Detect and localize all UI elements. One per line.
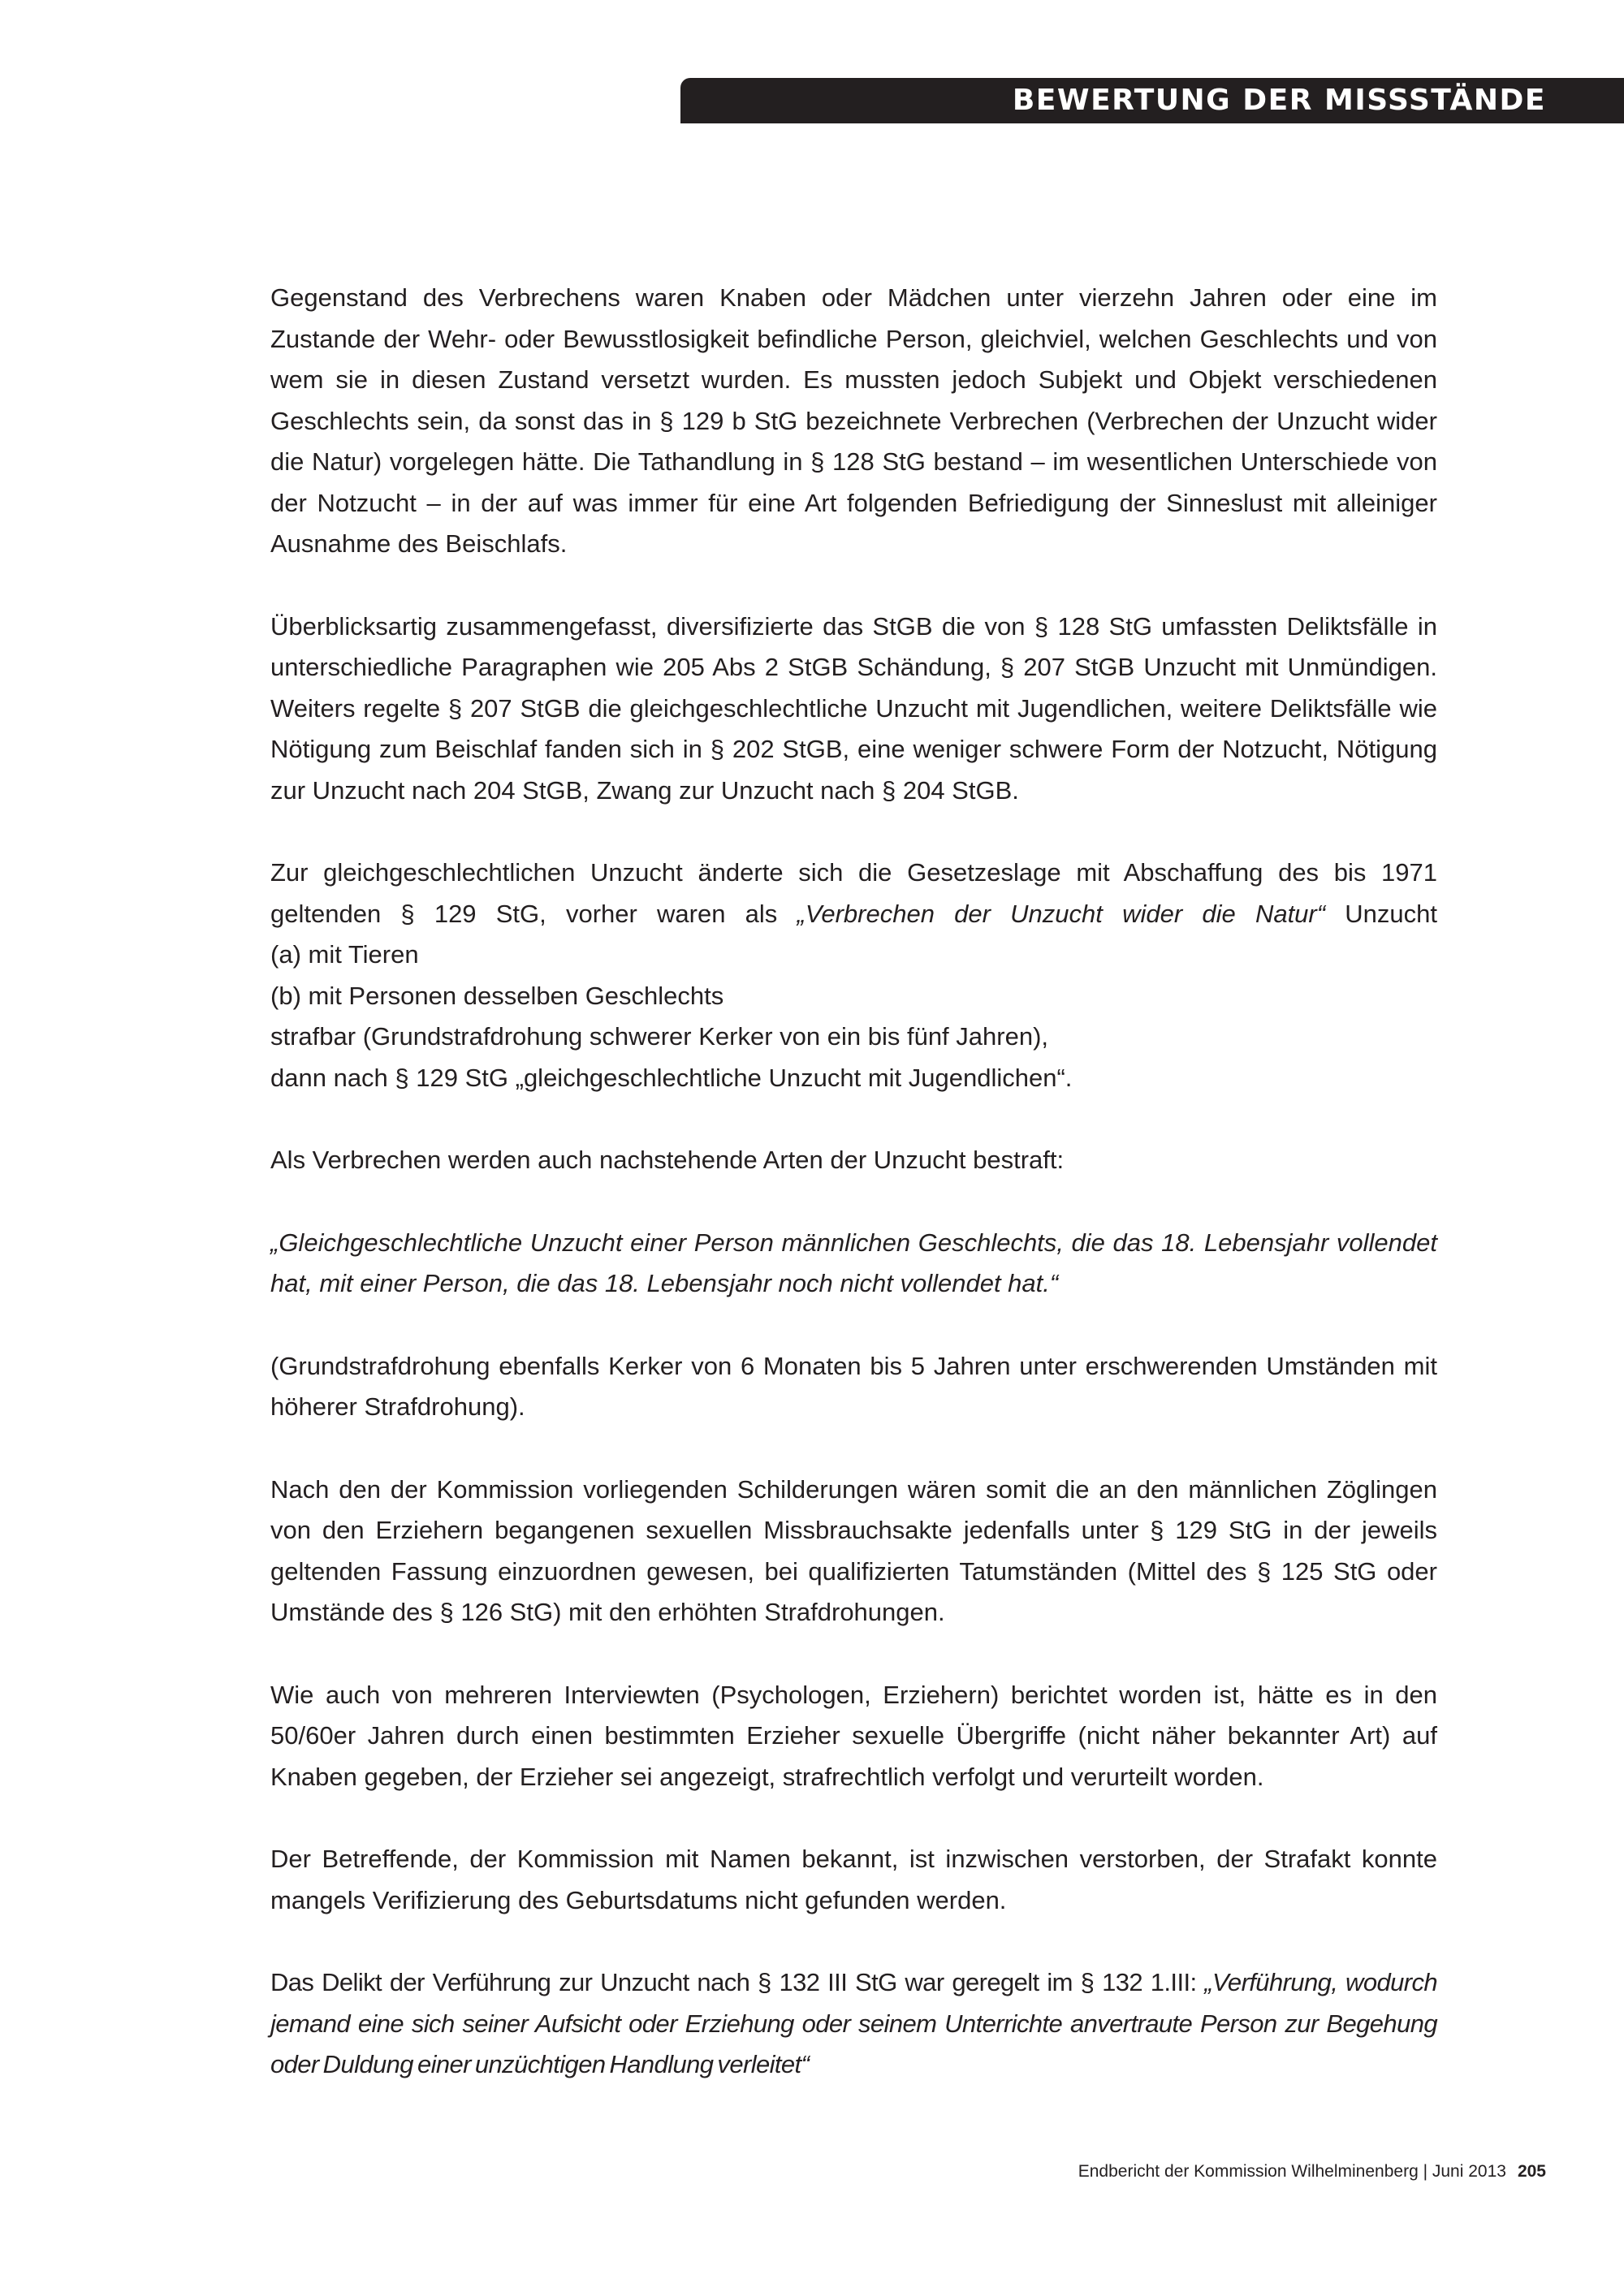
paragraph-6: (Grundstrafdrohung ebenfalls Kerker von 6 Monaten bis 5 Jahren unter erschwerenden Umständen mit höherer Strafdrohung).: [270, 1351, 1437, 1421]
footer-text: Endbericht der Kommission Wilhelminenberg | Juni 2013: [1078, 2162, 1506, 2181]
list-item-a: (a) mit Tieren: [270, 940, 419, 969]
paragraph-9: Der Betreffende, der Kommission mit Namen bekannt, ist inzwischen verstorben, der Strafakt konnte mangels Verifizierung des Geburtsdatums nicht gefunden werden.: [270, 1845, 1437, 1914]
main-text: [270, 278, 1437, 2127]
paragraph-4: Als Verbrechen werden auch nachstehende Arten der Unzucht bestraft:: [270, 1146, 1065, 1174]
paragraph-2: Überblicksartig zusammengefasst, diversifizierte das StGB die von § 128 StG umfassten Deliktsfälle in unterschiedliche Paragraphen wie 205 Abs 2 StGB Schändung, § 207 StGB Unzucht mit Unmündigen. Weiters regelte § 207 StGB die gleichgeschlechtliche Unzucht mit Jugendlichen, weitere Deliktsfälle wie Nötigung zum Beischlaf fanden sich in § 202 StGB, eine weniger schwere Form der Notzucht, Nötigung zur Unzucht nach 204 StGB, Zwang zur Unzucht nach § 204 StGB.: [270, 611, 1437, 805]
paragraph-3-lines-1-2: [270, 852, 1437, 934]
page-number: 205: [1517, 2162, 1546, 2181]
paragraph-3-dann: dann nach § 129 StG „gleichgeschlechtliche Unzucht mit Jugendlichen“.: [270, 1063, 1073, 1092]
paragraph-7: Nach den der Kommission vorliegenden Schilderungen wären somit die an den männlichen Zöglingen von den Erziehern begangenen sexuellen Missbrauchsakte jedenfalls unter § 129 StG in der jeweils geltenden Fassung einzuordnen gewesen, bei qualifizierten Tatumständen (Mittel des § 125 StG oder Umstände des § 126 StG) mit den erhöhten Strafdrohungen.: [270, 1474, 1437, 1626]
section-header-bar: [680, 78, 1624, 123]
paragraph-3: [270, 852, 1437, 1098]
paragraph-10-italic: „Verführung, wodurch jemand eine sich seiner Aufsicht oder Erziehung oder seinem Unterrichte anvertraute Person zur Begehung oder Duldung einer unzüchtigen Handlung verleitet“: [270, 1968, 1438, 2078]
paragraph-8: Wie auch von mehreren Interviewten (Psychologen, Erziehern) berichtet worden ist, hätte es in den 50/60er Jahren durch einen bestimmten Erzieher sexuelle Übergriffe (nicht näher bekannter Art) auf Knaben gegeben, der Erzieher sei angezeigt, strafrechtlich verfolgt und verurteilt worden.: [270, 1680, 1437, 1791]
quote-text: „Gleichgeschlechtliche Unzucht einer Person männlichen Geschlechts, die das 18. Lebensjahr vollendet hat, mit einer Person, die das 18. Lebensjahr noch nicht vollendet hat.“: [270, 1228, 1437, 1297]
paragraph-3-italic: „Verbrechen der Unzucht wider die Natur“: [797, 899, 1326, 928]
list-item-b: (b) mit Personen desselben Geschlechts: [270, 981, 724, 1010]
paragraph-3-strafbar: strafbar (Grundstrafdrohung schwerer Kerker von ein bis fünf Jahren),: [270, 1022, 1049, 1051]
paragraph-3-intro: Zur gleichgeschlechtlichen Unzucht änderte sich die Gesetzeslage mit Abschaffung des bis 1971 geltenden § 129 StG, vorher waren als: [270, 858, 1437, 928]
paragraph-1: Gegenstand des Verbrechens waren Knaben oder Mädchen unter vierzehn Jahren oder eine im Zustande der Wehr- oder Bewusstlosigkeit befindliche Person, gleichviel, welchen Geschlechts und von wem sie in diesen Zustand versetzt wurden. Es mussten jedoch Subjekt und Objekt verschiedenen Geschlechts sein, da sonst das in § 129 b StG bezeichnete Verbrechen (Verbrechen der Unzucht wider die Natur) vorgelegen hätte. Die Tathandlung in § 128 StG bestand – im wesentlichen Unterschiede von der Notzucht – in der auf was immer für eine Art folgenden Befriedigung der Sinneslust mit alleiniger Ausnahme des Beischlafs.: [270, 283, 1437, 558]
paragraph-5-quote: [270, 1223, 1437, 1305]
paragraph-10-intro: Das Delikt der Verführung zur Unzucht nach § 132 III StG war geregelt im § 132 1.III:: [270, 1968, 1205, 1996]
paragraph-3-after-italic: Unzucht: [1325, 899, 1438, 928]
page-footer: [1078, 2160, 1546, 2184]
section-title: BEWERTUNG DER MISSSTÄNDE: [1012, 84, 1546, 117]
paragraph-10: [270, 1962, 1437, 2086]
